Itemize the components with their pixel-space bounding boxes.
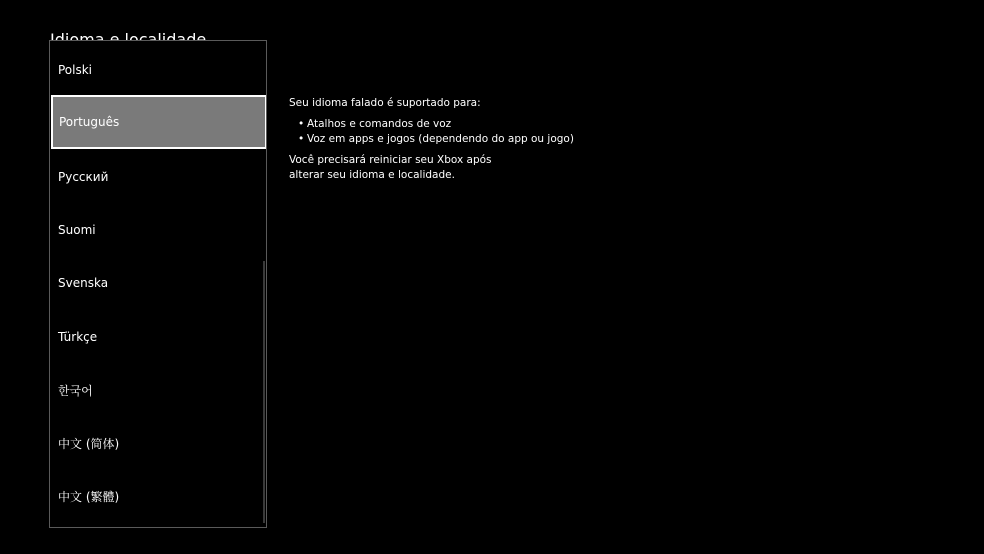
language-option-label: Türkçe [58, 330, 98, 344]
supported-feature-item [298, 132, 574, 147]
language-option-chinese-simplified[interactable] [50, 416, 266, 470]
bullet-icon: • [298, 118, 305, 130]
restart-notice-text: Você precisará reiniciar seu Xbox após alterar seu idioma e localidade. [289, 154, 492, 181]
language-info-panel [289, 96, 574, 183]
language-option-label: 한국어 [58, 383, 93, 398]
language-option-label: Svenska [58, 276, 109, 290]
language-option-label: 中文 (简体) [58, 436, 120, 451]
supported-feature-text: Atalhos e comandos de voz [307, 118, 452, 130]
supported-feature-item [298, 117, 574, 132]
language-option-russian[interactable] [50, 150, 266, 204]
language-dropdown-list[interactable] [49, 40, 267, 528]
language-option-polski[interactable] [50, 43, 266, 97]
language-option-label: Polski [58, 63, 93, 77]
language-option-turkce[interactable] [50, 310, 266, 364]
language-option-label: Português [59, 115, 120, 129]
supported-intro-text: Seu idioma falado é suportado para: [289, 97, 481, 109]
language-option-portugues[interactable] [51, 95, 267, 149]
language-option-svenska[interactable] [50, 256, 266, 310]
language-option-chinese-traditional[interactable] [50, 469, 266, 523]
supported-features-list [289, 117, 574, 147]
language-option-suomi[interactable] [50, 203, 266, 257]
language-option-label: Русский [58, 170, 109, 184]
supported-feature-text: Voz em apps e jogos (dependendo do app ou jogo) [307, 133, 574, 145]
language-option-label: Suomi [58, 223, 96, 237]
list-scrollbar[interactable] [263, 261, 265, 523]
language-option-korean[interactable] [50, 363, 266, 417]
bullet-icon: • [298, 133, 305, 145]
language-option-label: 中文 (繁體) [58, 489, 120, 504]
